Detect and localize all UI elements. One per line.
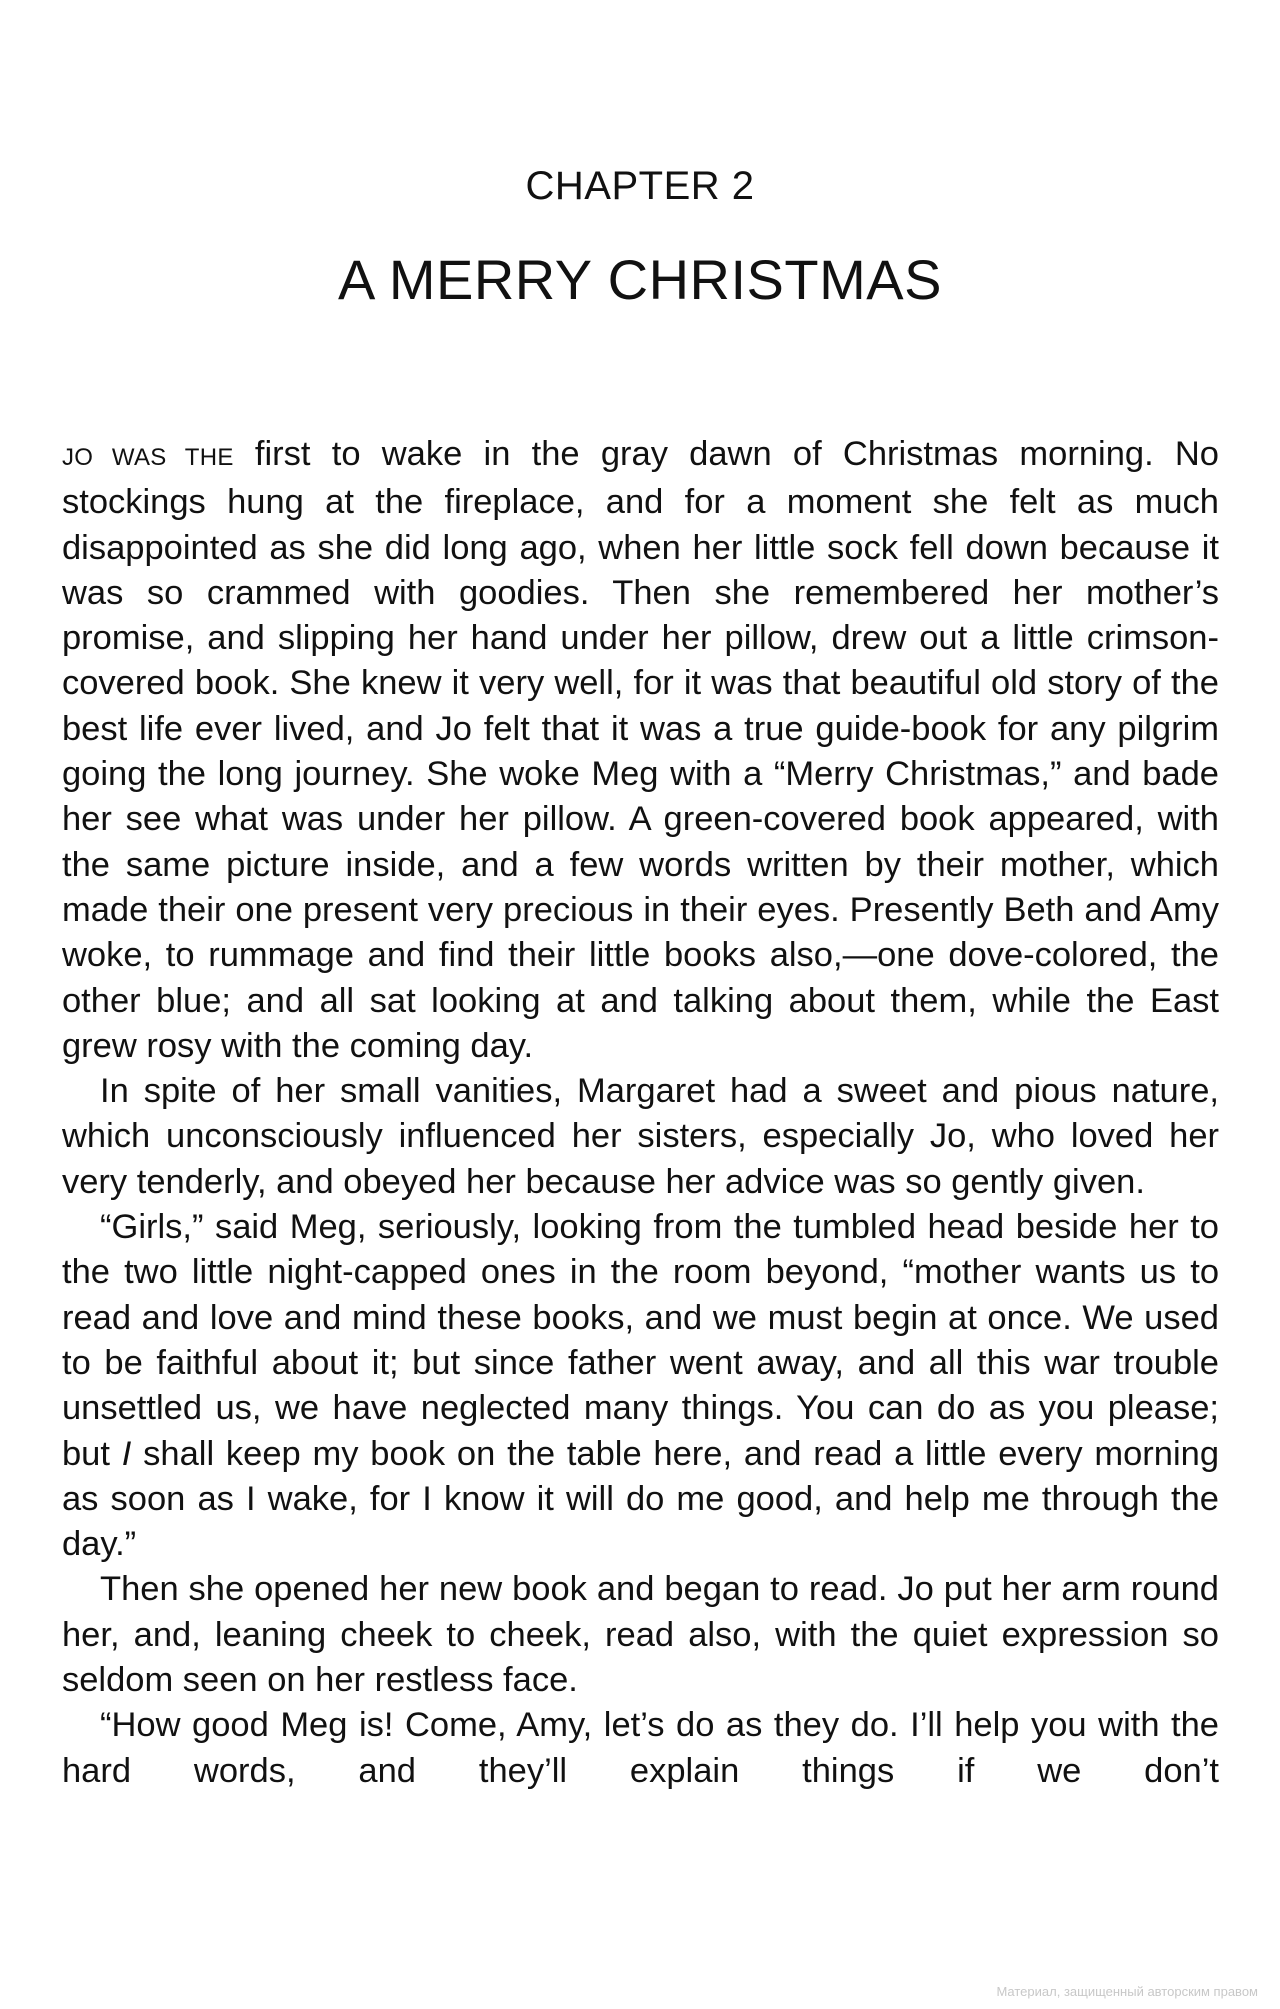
chapter-number: CHAPTER 2 <box>525 164 755 208</box>
paragraph-3 <box>62 1205 1219 1567</box>
chapter-title: A MERRY CHRISTMAS <box>338 248 942 311</box>
paragraph-5: “How good Meg is! Come, Amy, let’s do as they do. I’ll help you with the hard words, and they’ll explain things if we don’t <box>62 1706 1219 1790</box>
paragraph-2: In spite of her small vanities, Margaret had a sweet and pious nature, which unconsciously influenced her sisters, especially Jo, who loved her very tenderly, and obeyed her because her advice was so gently given. <box>62 1072 1219 1201</box>
paragraph-4: Then she opened her new book and began to read. Jo put her arm round her, and, leaning cheek to cheek, read also, with the quiet expression so seldom seen on her restless face. <box>62 1570 1219 1700</box>
copyright-watermark: Материал, защищенный авторским правом <box>996 1984 1258 1999</box>
paragraph-3-italic: I <box>121 1434 132 1473</box>
paragraph-1-lead: JO WAS THE <box>62 444 234 471</box>
paragraph-1 <box>62 432 1219 1069</box>
paragraph-3-text-b: shall keep my book on the table here, and read a little every morning as soon as I wake, for I know it will do me good, and help me through the day.” <box>62 1434 1220 1564</box>
paragraph-3-text-a: “Girls,” said Meg, seriously, looking from the tumbled head beside her to the two little night-capped ones in the room beyond, “mother wants us to read and love and mind these books, and we must begin at once. We used to be faithful about it; but since father went away, and all this war trouble unsettled us, we have neglected many things. You can do as you please; but <box>62 1208 1219 1473</box>
paragraph-1-text: first to wake in the gray dawn of Christmas morning. No stockings hung at the fireplace, and for a moment she felt as much disappointed as she did long ago, when her little sock fell down because it was so crammed with goodies. Then she remembered her mother’s promise, and slipping her hand under her pillow, drew out a little crimson-covered book. She knew it very well, for it was that beautiful old story of the best life ever lived, and Jo felt that it was a true guide-book for any pilgrim going the long journey. She woke Meg with a “Merry Christmas,” and bade her see what was under her pillow. A green-covered book appeared, with the same picture inside, and a few words written by their mother, which made their one present very precious in their eyes. Presently Beth and Amy woke, to rummage and find their little books also,—one dove-colored, the other blue; and all sat looking at and talking about them, while the East grew rosy with the coming day. <box>62 435 1219 1065</box>
body-text <box>62 432 1219 1794</box>
